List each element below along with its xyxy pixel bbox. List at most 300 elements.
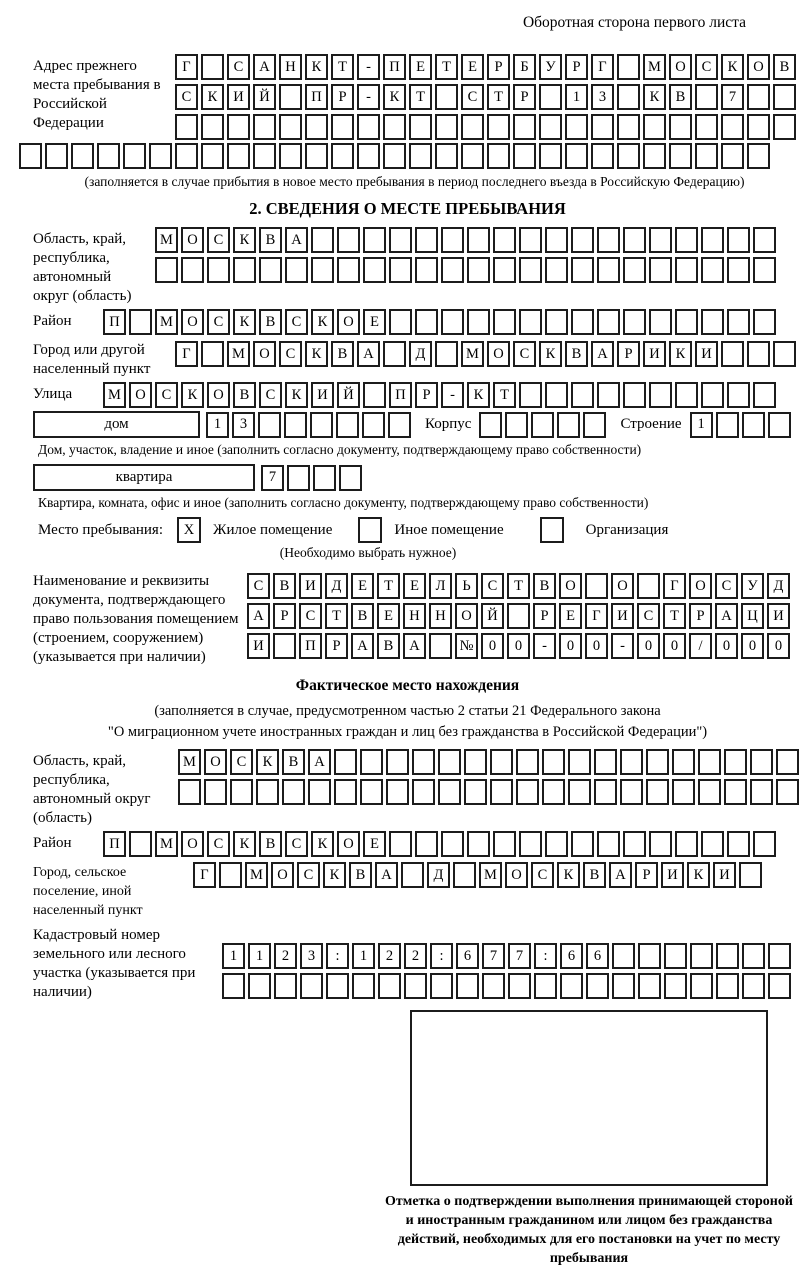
char-box[interactable] (721, 114, 744, 140)
char-box[interactable] (519, 227, 542, 253)
char-box[interactable]: С (207, 309, 230, 335)
char-box[interactable] (716, 973, 739, 999)
char-box[interactable]: Д (409, 341, 432, 367)
char-box[interactable] (531, 412, 554, 438)
char-box[interactable]: М (643, 54, 666, 80)
char-box[interactable] (389, 257, 412, 283)
char-box[interactable] (617, 84, 640, 110)
char-box[interactable]: А (285, 227, 308, 253)
char-box[interactable] (701, 227, 724, 253)
char-box[interactable] (539, 84, 562, 110)
char-box[interactable] (389, 309, 412, 335)
char-box[interactable] (305, 143, 328, 169)
char-box[interactable]: О (337, 309, 360, 335)
char-box[interactable]: Т (493, 382, 516, 408)
char-box[interactable] (773, 114, 796, 140)
char-box[interactable] (742, 943, 765, 969)
char-box[interactable] (363, 257, 386, 283)
char-box[interactable] (438, 779, 461, 805)
char-box[interactable] (560, 973, 583, 999)
char-box[interactable]: 0 (585, 633, 608, 659)
char-box[interactable]: 1 (222, 943, 245, 969)
char-box[interactable] (768, 943, 791, 969)
char-box[interactable] (701, 831, 724, 857)
char-box[interactable]: К (181, 382, 204, 408)
char-box[interactable] (285, 257, 308, 283)
char-box[interactable] (623, 227, 646, 253)
char-box[interactable]: 1 (690, 412, 713, 438)
char-box[interactable] (284, 412, 307, 438)
char-box[interactable] (623, 831, 646, 857)
char-box[interactable] (435, 341, 458, 367)
char-box[interactable] (310, 412, 333, 438)
char-box[interactable]: / (689, 633, 712, 659)
char-box[interactable] (623, 382, 646, 408)
char-box[interactable] (545, 831, 568, 857)
char-box[interactable]: П (103, 831, 126, 857)
char-box[interactable]: Т (331, 54, 354, 80)
char-box[interactable] (649, 382, 672, 408)
char-box[interactable] (467, 831, 490, 857)
char-box[interactable]: Р (415, 382, 438, 408)
char-box[interactable]: С (297, 862, 320, 888)
char-box[interactable]: А (403, 633, 426, 659)
char-box[interactable]: К (233, 309, 256, 335)
char-box[interactable]: Р (689, 603, 712, 629)
char-box[interactable]: С (695, 54, 718, 80)
char-box[interactable]: Р (273, 603, 296, 629)
char-box[interactable] (438, 749, 461, 775)
char-box[interactable] (747, 84, 770, 110)
char-box[interactable] (724, 749, 747, 775)
char-box[interactable]: О (207, 382, 230, 408)
char-box[interactable] (594, 779, 617, 805)
char-box[interactable]: О (129, 382, 152, 408)
char-box[interactable]: К (305, 341, 328, 367)
char-box[interactable] (597, 382, 620, 408)
char-box[interactable]: 0 (715, 633, 738, 659)
char-box[interactable]: М (479, 862, 502, 888)
char-box[interactable] (617, 54, 640, 80)
char-box[interactable] (695, 114, 718, 140)
char-box[interactable]: В (565, 341, 588, 367)
char-box[interactable]: К (285, 382, 308, 408)
char-box[interactable]: У (539, 54, 562, 80)
char-box[interactable] (591, 143, 614, 169)
char-box[interactable] (591, 114, 614, 140)
char-box[interactable]: К (383, 84, 406, 110)
char-box[interactable]: Й (481, 603, 504, 629)
char-box[interactable] (273, 633, 296, 659)
char-box[interactable]: К (643, 84, 666, 110)
char-box[interactable] (649, 831, 672, 857)
char-box[interactable] (204, 779, 227, 805)
char-box[interactable] (753, 382, 776, 408)
char-box[interactable] (753, 309, 776, 335)
char-box[interactable] (672, 749, 695, 775)
char-box[interactable] (362, 412, 385, 438)
char-box[interactable] (675, 257, 698, 283)
char-box[interactable] (649, 227, 672, 253)
char-box[interactable] (612, 973, 635, 999)
char-box[interactable]: С (531, 862, 554, 888)
char-box[interactable] (435, 84, 458, 110)
char-box[interactable] (539, 143, 562, 169)
char-box[interactable] (519, 257, 542, 283)
char-box[interactable]: О (689, 573, 712, 599)
char-box[interactable]: С (637, 603, 660, 629)
char-box[interactable] (337, 257, 360, 283)
char-box[interactable] (623, 309, 646, 335)
char-box[interactable]: С (247, 573, 270, 599)
char-box[interactable] (545, 257, 568, 283)
char-box[interactable] (207, 257, 230, 283)
char-box[interactable] (727, 309, 750, 335)
char-box[interactable]: К (323, 862, 346, 888)
char-box[interactable]: Р (533, 603, 556, 629)
char-box[interactable]: Й (253, 84, 276, 110)
char-box[interactable]: Д (767, 573, 790, 599)
char-box[interactable] (643, 114, 666, 140)
char-box[interactable]: М (461, 341, 484, 367)
char-box[interactable]: И (299, 573, 322, 599)
char-box[interactable]: С (481, 573, 504, 599)
char-box[interactable] (519, 382, 542, 408)
char-box[interactable] (747, 114, 770, 140)
char-box[interactable]: 6 (456, 943, 479, 969)
char-box[interactable] (441, 831, 464, 857)
char-box[interactable]: Н (403, 603, 426, 629)
char-box[interactable] (698, 749, 721, 775)
char-box[interactable] (482, 973, 505, 999)
char-box[interactable]: 0 (767, 633, 790, 659)
char-box[interactable]: Т (325, 603, 348, 629)
char-box[interactable]: Е (351, 573, 374, 599)
char-box[interactable]: Р (325, 633, 348, 659)
char-box[interactable]: 1 (352, 943, 375, 969)
char-box[interactable]: В (259, 309, 282, 335)
char-box[interactable] (669, 114, 692, 140)
char-box[interactable] (617, 114, 640, 140)
char-box[interactable]: Л (429, 573, 452, 599)
char-box[interactable] (664, 973, 687, 999)
char-box[interactable]: О (181, 227, 204, 253)
char-box[interactable]: № (455, 633, 478, 659)
char-box[interactable]: О (487, 341, 510, 367)
char-box[interactable]: К (305, 54, 328, 80)
char-box[interactable] (638, 973, 661, 999)
char-box[interactable] (597, 257, 620, 283)
char-box[interactable] (155, 257, 178, 283)
char-box[interactable] (334, 779, 357, 805)
char-box[interactable]: К (467, 382, 490, 408)
char-box[interactable] (386, 779, 409, 805)
char-box[interactable] (357, 114, 380, 140)
char-box[interactable] (508, 973, 531, 999)
char-box[interactable] (201, 114, 224, 140)
char-box[interactable] (542, 749, 565, 775)
char-box[interactable]: К (311, 309, 334, 335)
char-box[interactable]: : (326, 943, 349, 969)
char-box[interactable] (383, 143, 406, 169)
char-box[interactable] (404, 973, 427, 999)
char-box[interactable] (773, 84, 796, 110)
char-box[interactable] (620, 749, 643, 775)
char-box[interactable] (643, 143, 666, 169)
char-box[interactable] (435, 143, 458, 169)
char-box[interactable]: 0 (559, 633, 582, 659)
char-box[interactable] (727, 227, 750, 253)
char-box[interactable] (401, 862, 424, 888)
char-box[interactable]: О (611, 573, 634, 599)
char-box[interactable] (339, 465, 362, 491)
char-box[interactable] (274, 973, 297, 999)
char-box[interactable]: В (377, 633, 400, 659)
char-box[interactable] (378, 973, 401, 999)
char-box[interactable]: 0 (741, 633, 764, 659)
char-box[interactable]: Р (635, 862, 658, 888)
char-box[interactable]: И (661, 862, 684, 888)
char-box[interactable]: У (741, 573, 764, 599)
char-box[interactable] (363, 227, 386, 253)
char-box[interactable] (326, 973, 349, 999)
char-box[interactable] (747, 341, 770, 367)
char-box[interactable] (568, 779, 591, 805)
char-box[interactable]: Н (429, 603, 452, 629)
char-box[interactable]: Е (461, 54, 484, 80)
char-box[interactable]: Д (427, 862, 450, 888)
char-box[interactable] (435, 114, 458, 140)
char-box[interactable] (467, 257, 490, 283)
char-box[interactable] (383, 114, 406, 140)
char-box[interactable] (175, 114, 198, 140)
char-box[interactable] (415, 227, 438, 253)
char-box[interactable] (612, 943, 635, 969)
char-box[interactable] (493, 831, 516, 857)
char-box[interactable] (383, 341, 406, 367)
char-box[interactable] (490, 749, 513, 775)
char-box[interactable]: Р (487, 54, 510, 80)
char-box[interactable] (256, 779, 279, 805)
char-box[interactable] (571, 382, 594, 408)
char-box[interactable]: О (271, 862, 294, 888)
char-box[interactable] (768, 973, 791, 999)
char-box[interactable]: Г (193, 862, 216, 888)
char-box[interactable] (415, 257, 438, 283)
char-box[interactable]: 6 (560, 943, 583, 969)
char-box[interactable]: К (687, 862, 710, 888)
char-box[interactable] (430, 973, 453, 999)
char-box[interactable] (201, 341, 224, 367)
char-box[interactable]: Т (377, 573, 400, 599)
char-box[interactable] (727, 257, 750, 283)
char-box[interactable] (646, 749, 669, 775)
char-box[interactable] (282, 779, 305, 805)
char-box[interactable] (360, 749, 383, 775)
char-box[interactable] (123, 143, 146, 169)
char-box[interactable] (412, 749, 435, 775)
char-box[interactable]: С (285, 831, 308, 857)
char-box[interactable] (545, 382, 568, 408)
char-box[interactable]: Е (377, 603, 400, 629)
char-box[interactable] (311, 227, 334, 253)
char-box[interactable]: М (155, 831, 178, 857)
char-box[interactable]: А (308, 749, 331, 775)
char-box[interactable] (258, 412, 281, 438)
char-box[interactable] (695, 84, 718, 110)
char-box[interactable] (300, 973, 323, 999)
char-box[interactable]: 3 (232, 412, 255, 438)
char-box[interactable] (571, 309, 594, 335)
char-box[interactable]: 3 (591, 84, 614, 110)
char-box[interactable] (539, 114, 562, 140)
char-box[interactable] (586, 973, 609, 999)
char-box[interactable] (389, 831, 412, 857)
char-box[interactable] (129, 831, 152, 857)
char-box[interactable]: К (669, 341, 692, 367)
checkbox-organizatsiya[interactable] (540, 517, 564, 543)
char-box[interactable]: П (383, 54, 406, 80)
char-box[interactable] (233, 257, 256, 283)
char-box[interactable]: И (311, 382, 334, 408)
char-box[interactable] (594, 749, 617, 775)
char-box[interactable] (620, 779, 643, 805)
char-box[interactable]: 0 (507, 633, 530, 659)
char-box[interactable]: А (357, 341, 380, 367)
char-box[interactable] (649, 309, 672, 335)
char-box[interactable]: Ц (741, 603, 764, 629)
char-box[interactable] (571, 257, 594, 283)
char-box[interactable] (727, 382, 750, 408)
char-box[interactable]: С (299, 603, 322, 629)
char-box[interactable]: М (178, 749, 201, 775)
apartment-type-field[interactable]: квартира (33, 464, 255, 491)
char-box[interactable] (516, 779, 539, 805)
char-box[interactable]: В (533, 573, 556, 599)
char-box[interactable]: П (305, 84, 328, 110)
char-box[interactable]: Г (175, 54, 198, 80)
char-box[interactable] (415, 831, 438, 857)
char-box[interactable]: 0 (663, 633, 686, 659)
char-box[interactable]: О (181, 831, 204, 857)
char-box[interactable] (279, 114, 302, 140)
char-box[interactable]: Т (663, 603, 686, 629)
char-box[interactable]: Р (331, 84, 354, 110)
char-box[interactable] (690, 943, 713, 969)
char-box[interactable]: И (695, 341, 718, 367)
char-box[interactable] (490, 779, 513, 805)
char-box[interactable] (253, 114, 276, 140)
char-box[interactable] (388, 412, 411, 438)
char-box[interactable] (753, 227, 776, 253)
char-box[interactable] (557, 412, 580, 438)
char-box[interactable] (461, 143, 484, 169)
char-box[interactable] (464, 749, 487, 775)
char-box[interactable] (230, 779, 253, 805)
char-box[interactable]: К (311, 831, 334, 857)
char-box[interactable] (493, 309, 516, 335)
char-box[interactable]: М (155, 309, 178, 335)
char-box[interactable] (675, 309, 698, 335)
char-box[interactable] (753, 257, 776, 283)
char-box[interactable] (19, 143, 42, 169)
char-box[interactable] (313, 465, 336, 491)
char-box[interactable]: Е (363, 831, 386, 857)
char-box[interactable] (701, 382, 724, 408)
char-box[interactable] (222, 973, 245, 999)
char-box[interactable] (453, 862, 476, 888)
char-box[interactable]: 6 (586, 943, 609, 969)
char-box[interactable]: И (227, 84, 250, 110)
char-box[interactable]: И (767, 603, 790, 629)
char-box[interactable] (545, 227, 568, 253)
char-box[interactable] (675, 227, 698, 253)
char-box[interactable] (149, 143, 172, 169)
char-box[interactable] (467, 227, 490, 253)
char-box[interactable]: А (253, 54, 276, 80)
char-box[interactable]: А (247, 603, 270, 629)
char-box[interactable] (493, 257, 516, 283)
char-box[interactable]: С (461, 84, 484, 110)
char-box[interactable] (597, 309, 620, 335)
char-box[interactable]: Г (585, 603, 608, 629)
char-box[interactable]: М (103, 382, 126, 408)
char-box[interactable] (227, 114, 250, 140)
char-box[interactable] (649, 257, 672, 283)
char-box[interactable] (429, 633, 452, 659)
char-box[interactable] (513, 114, 536, 140)
char-box[interactable]: А (609, 862, 632, 888)
char-box[interactable] (227, 143, 250, 169)
char-box[interactable]: 7 (482, 943, 505, 969)
char-box[interactable] (71, 143, 94, 169)
char-box[interactable]: П (299, 633, 322, 659)
char-box[interactable]: А (591, 341, 614, 367)
char-box[interactable]: С (227, 54, 250, 80)
char-box[interactable] (597, 227, 620, 253)
char-box[interactable] (248, 973, 271, 999)
char-box[interactable]: И (643, 341, 666, 367)
char-box[interactable]: П (389, 382, 412, 408)
char-box[interactable]: И (713, 862, 736, 888)
char-box[interactable] (181, 257, 204, 283)
char-box[interactable] (337, 227, 360, 253)
char-box[interactable] (750, 749, 773, 775)
char-box[interactable] (357, 143, 380, 169)
char-box[interactable]: М (227, 341, 250, 367)
char-box[interactable] (637, 573, 660, 599)
char-box[interactable]: В (282, 749, 305, 775)
char-box[interactable]: 1 (206, 412, 229, 438)
char-box[interactable]: В (351, 603, 374, 629)
char-box[interactable] (585, 573, 608, 599)
char-box[interactable] (479, 412, 502, 438)
char-box[interactable] (675, 382, 698, 408)
char-box[interactable]: Г (175, 341, 198, 367)
char-box[interactable] (331, 143, 354, 169)
char-box[interactable]: О (253, 341, 276, 367)
char-box[interactable]: Т (435, 54, 458, 80)
char-box[interactable]: - (441, 382, 464, 408)
char-box[interactable]: С (155, 382, 178, 408)
char-box[interactable]: К (233, 227, 256, 253)
char-box[interactable]: 3 (300, 943, 323, 969)
char-box[interactable]: 1 (565, 84, 588, 110)
char-box[interactable] (412, 779, 435, 805)
char-box[interactable]: С (207, 831, 230, 857)
char-box[interactable] (721, 143, 744, 169)
char-box[interactable] (441, 257, 464, 283)
